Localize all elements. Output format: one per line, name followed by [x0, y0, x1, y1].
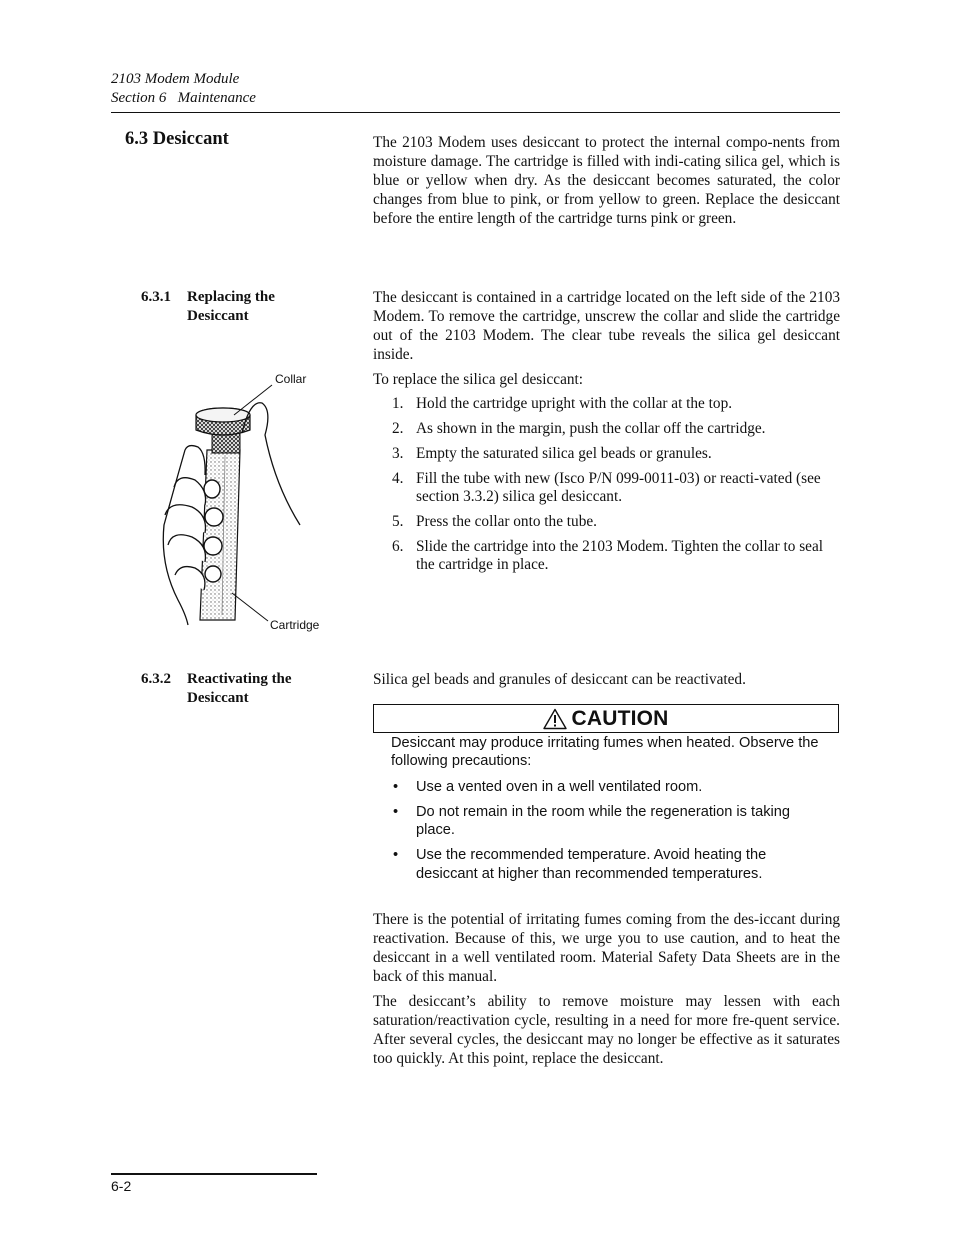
- replacement-steps: [373, 395, 840, 581]
- step-text: Slide the cartridge into the 2103 Modem. Tighten the collar to seal the cartridge in place.: [416, 538, 823, 573]
- header-rule: [111, 112, 840, 113]
- step-text: Hold the cartridge upright with the collar at the top.: [416, 395, 733, 412]
- step-item: [373, 538, 840, 574]
- step-text: Empty the saturated silica gel beads or granules.: [416, 445, 712, 462]
- precaution-list: [391, 778, 831, 883]
- section-6-3-1-paragraph: The desiccant is contained in a cartridge located on the left side of the 2103 Modem. To remove the cartridge, unscrew the collar and slide the cartridge out of the 2103 Modem. The clear tube reveals the silica gel desiccant inside.: [373, 289, 840, 363]
- step-item: [373, 470, 840, 506]
- cartridge-label: Cartridge: [270, 618, 320, 632]
- section-6-3-1-heading: [141, 288, 275, 326]
- saturation-paragraph: The desiccant’s ability to remove moisture may lessen with each saturation/reactivation cycle, resulting in a need for more fre-quent service. After several cycles, the desiccant may no longer be effective as it saturates too quickly. At this point, replace the desiccant.: [373, 993, 840, 1067]
- footer-rule: [111, 1173, 317, 1175]
- step-item: [373, 420, 840, 438]
- bullet-icon: •: [393, 847, 399, 864]
- precaution-item: [391, 846, 831, 883]
- page-number: 6-2: [111, 1178, 132, 1194]
- step-number: 2.: [392, 420, 404, 437]
- step-text: Press the collar onto the tube.: [416, 513, 597, 530]
- caution-title: CAUTION: [571, 706, 669, 730]
- section-6-3-1-body: [373, 288, 840, 389]
- step-number: 6.: [392, 538, 404, 555]
- bullet-icon: •: [393, 803, 399, 820]
- step-item: [373, 395, 840, 413]
- header-title: 2103 Modem Module: [111, 71, 240, 87]
- section-6-3-heading: 6.3 Desiccant: [125, 129, 229, 149]
- section-number: 6.3.2: [141, 671, 171, 687]
- reactivation-intro: Silica gel beads and granules of desiccant can be reactivated.: [373, 671, 746, 688]
- precaution-text: Use the recommended temperature. Avoid heating the desiccant at higher than recommended temperatures.: [416, 847, 767, 882]
- heading-line2: Desiccant: [187, 690, 249, 706]
- heading-line1: Replacing the: [187, 289, 275, 305]
- running-header: [111, 70, 256, 108]
- section-6-3-2-intro: [373, 670, 840, 689]
- section-6-3-2-body: [373, 910, 840, 1068]
- caution-body: [391, 734, 831, 890]
- fumes-paragraph: There is the potential of irritating fumes coming from the des-iccant during reactivation. Because of this, we urge you to use caution, and to heat the desiccant in a well ventilated room. Material Safety Data Sheets are in the back of this manual.: [373, 911, 840, 985]
- header-section: Section 6 Maintenance: [111, 90, 256, 106]
- caution-banner: [373, 704, 839, 733]
- caution-text: Desiccant may produce irritating fumes when heated. Observe the following precautions:: [391, 735, 819, 770]
- heading-line2: Desiccant: [187, 308, 249, 324]
- step-text: Fill the tube with new (Isco P/N 099-0011-03) or reacti-vated (see section 3.3.2) silica gel desiccant.: [416, 470, 821, 505]
- precaution-text: Do not remain in the room while the regeneration is taking place.: [416, 803, 790, 839]
- hand-cartridge-drawing: [150, 365, 340, 635]
- precaution-text: Use a vented oven in a well ventilated room.: [416, 778, 703, 795]
- step-item: [373, 513, 840, 531]
- section-6-3-2-heading: [141, 670, 292, 708]
- precaution-item: [391, 803, 831, 840]
- collar-label: Collar: [275, 372, 307, 386]
- steps-intro: To replace the silica gel desiccant:: [373, 371, 584, 388]
- section-number: 6.3.1: [141, 289, 171, 305]
- step-number: 5.: [392, 513, 404, 530]
- precaution-item: [391, 778, 831, 796]
- step-number: 1.: [392, 395, 404, 412]
- step-item: [373, 445, 840, 463]
- heading-line1: Reactivating the: [187, 671, 292, 687]
- step-text: As shown in the margin, push the collar off the cartridge.: [416, 420, 766, 437]
- section-6-3-body: [373, 133, 840, 228]
- cartridge-illustration: [150, 365, 340, 635]
- step-number: 3.: [392, 445, 404, 462]
- step-number: 4.: [392, 470, 404, 487]
- section-6-3-paragraph: The 2103 Modem uses desiccant to protect the internal compo-nents from moisture damage. The cartridge is filled with indi-cating silica gel, which is blue or yellow when dry. As the desiccant becomes saturated, the color changes from blue to pink, or from yellow to green. Replace the desiccant before the entire length of the cartridge turns pink or green.: [373, 134, 840, 227]
- bullet-icon: •: [393, 778, 399, 795]
- warning-triangle-icon: [543, 708, 567, 730]
